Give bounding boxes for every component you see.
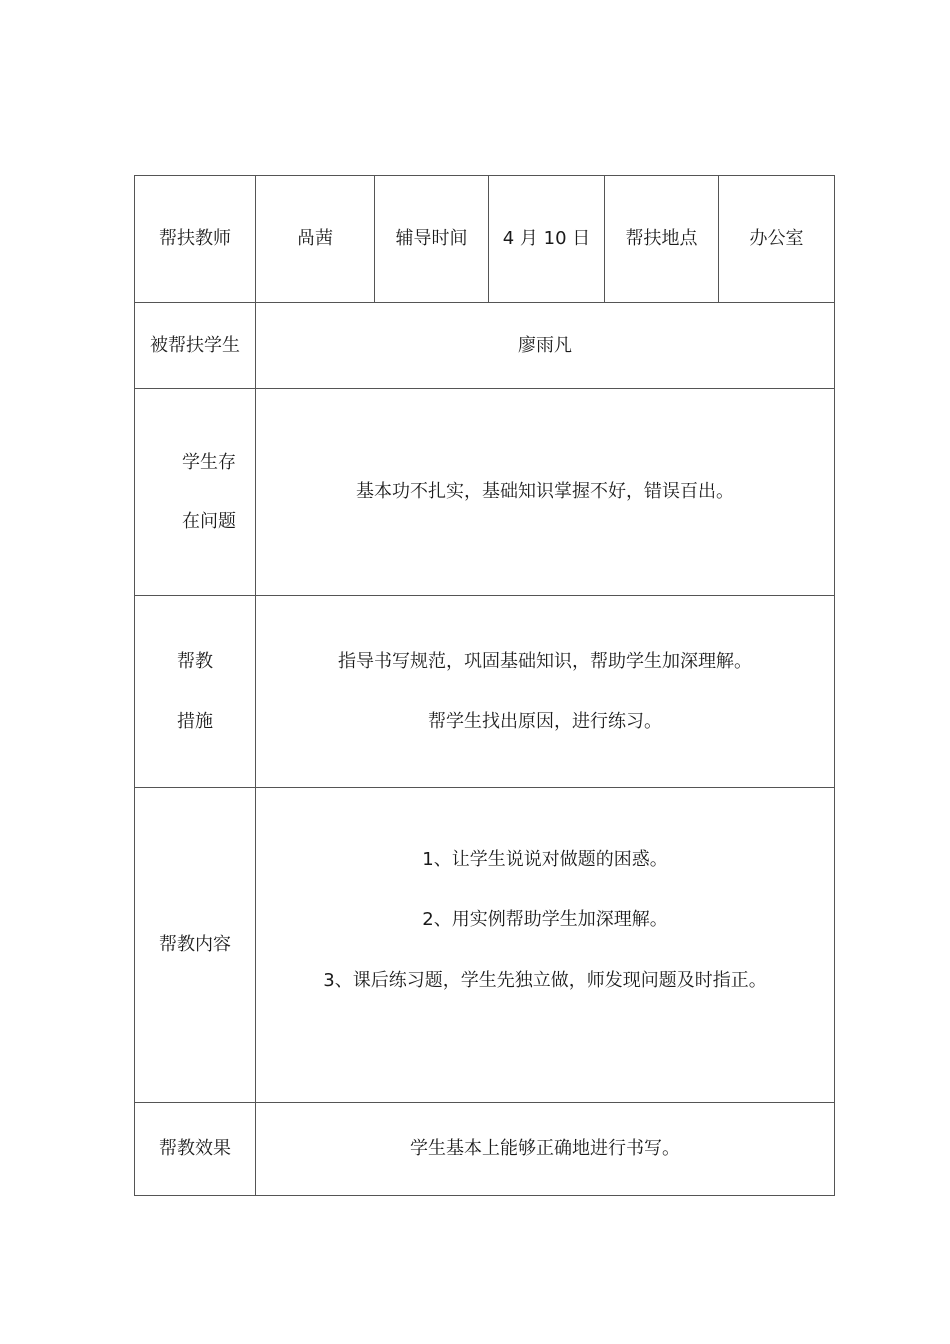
effect-row bbox=[135, 1103, 835, 1196]
effect-content: 学生基本上能够正确地进行书写。 bbox=[256, 1103, 835, 1196]
problem-content: 基本功不扎实，基础知识掌握不好，错误百出。 bbox=[256, 389, 835, 596]
teacher-label: 帮扶教师 bbox=[135, 176, 256, 303]
problem-label bbox=[135, 389, 256, 596]
problem-label-line-1: 学生存 bbox=[182, 451, 236, 473]
measures-row bbox=[135, 596, 835, 788]
teacher-name: 咼茜 bbox=[256, 176, 375, 303]
content-label: 帮教内容 bbox=[135, 788, 256, 1103]
problem-row bbox=[135, 389, 835, 596]
content-row bbox=[135, 788, 835, 1103]
measures-line-2: 帮学生找出原因，进行练习。 bbox=[428, 710, 662, 732]
content-item-3: 3、课后练习题，学生先独立做，师发现问题及时指正。 bbox=[323, 969, 767, 991]
content-list bbox=[256, 788, 835, 1103]
student-name: 廖雨凡 bbox=[256, 303, 835, 389]
place-value: 办公室 bbox=[719, 176, 835, 303]
student-row bbox=[135, 303, 835, 389]
content-item-2: 2、用实例帮助学生加深理解。 bbox=[422, 909, 668, 931]
tutoring-record-table bbox=[134, 175, 835, 1196]
measures-label-line-1: 帮教 bbox=[177, 651, 213, 673]
problem-label-line-2: 在问题 bbox=[182, 511, 236, 532]
time-value: 4 月 10 日 bbox=[489, 176, 605, 303]
header-row bbox=[135, 176, 835, 303]
place-label: 帮扶地点 bbox=[605, 176, 719, 303]
content-item-1: 1、让学生说说对做题的困惑。 bbox=[422, 848, 668, 870]
measures-line-1: 指导书写规范，巩固基础知识，帮助学生加深理解。 bbox=[338, 651, 752, 673]
measures-label-line-2: 措施 bbox=[177, 710, 213, 732]
student-label: 被帮扶学生 bbox=[135, 303, 256, 389]
measures-content bbox=[256, 596, 835, 788]
time-label: 辅导时间 bbox=[375, 176, 489, 303]
measures-label bbox=[135, 596, 256, 788]
effect-label: 帮教效果 bbox=[135, 1103, 256, 1196]
